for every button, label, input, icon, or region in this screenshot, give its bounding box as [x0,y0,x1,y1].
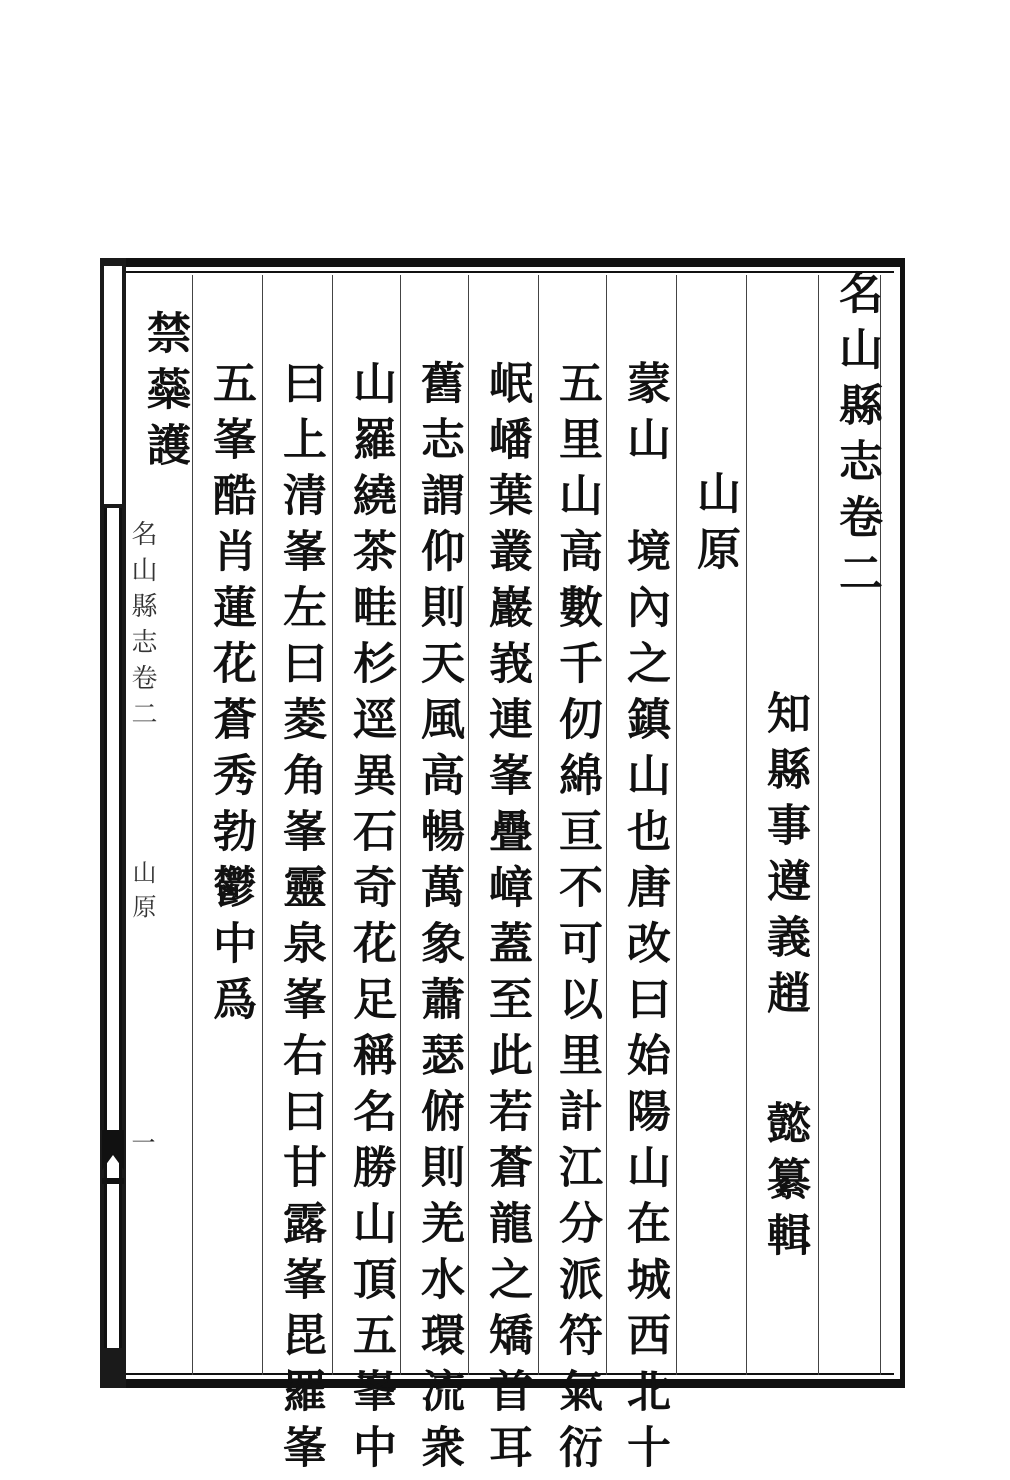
body-column-4: 舊志謂仰則天風高暢萬象蕭瑟俯則羌水環流衆 [413,360,464,1480]
fold-page-number: 一 [127,1130,155,1154]
body-column-6: 曰上清峯左曰菱角峯靈泉峯右曰甘露峯毘羅峯 [275,360,326,1480]
column-rule [746,275,747,1375]
fold-book-title: 名山縣志卷二 [127,520,157,736]
column-rule [676,275,677,1375]
column-rule [818,275,819,1375]
column-rule [468,275,469,1375]
body-column-7: 五峯酷肖蓮花蒼秀勃鬱中爲 [205,360,256,1032]
body-column-3: 岷嶓葉叢巖峩連峯疊嶂蓋至此若蒼龍之矯首耳 [481,360,532,1480]
body-column-5: 山羅繞茶畦杉逕異石奇花足稱名勝山頂五峯中 [345,360,396,1480]
column-rule [538,275,539,1375]
fold-inner [104,508,122,1348]
fold-top [104,266,122,504]
author-line: 知縣事遵義趙 [759,690,810,1026]
author-name: 懿纂輯 [759,1100,810,1268]
section-heading: 山原 [689,470,740,582]
column-rule [332,275,333,1375]
fold-section: 山原 [128,860,156,928]
column-rule [606,275,607,1375]
column-rule [400,275,401,1375]
volume-title: 名山縣志卷二 [831,270,882,606]
fishtail-mark [102,1130,124,1190]
body-column-2: 五里山高數千仞綿亘不可以里計江分派符氣衍 [551,360,602,1480]
block-fold [100,258,126,1388]
last-column: 禁蘂護 [139,310,190,478]
body-column-1: 蒙山 境內之鎮山也唐改曰始陽山在城西北十 [619,360,670,1480]
column-rule [262,275,263,1375]
